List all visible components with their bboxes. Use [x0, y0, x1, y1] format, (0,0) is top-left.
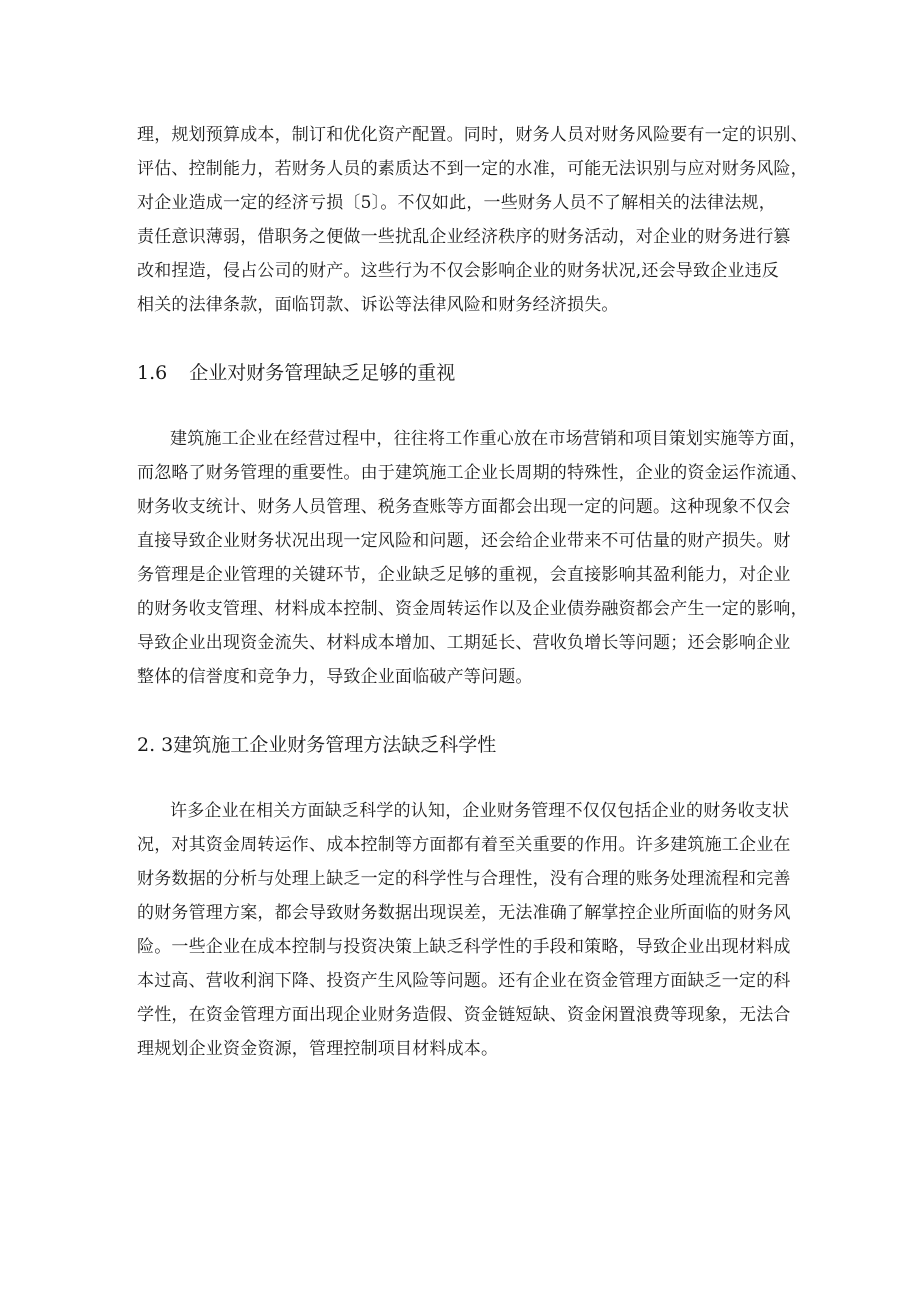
heading-title: 企业对财务管理缺乏足够的重视: [189, 362, 456, 384]
text-line: 理规划企业资金资源，管理控制项目材料成本。: [137, 1039, 499, 1059]
text-line: 导致企业出现资金流失、材料成本增加、工期延长、营收负增长等问题；还会影响企业: [137, 633, 791, 653]
text-line: 建筑施工企业在经营过程中，往往将工作重心放在市场营销和项目策划实施等方面，: [170, 429, 807, 449]
text-line: 务管理是企业管理的关键环节，企业缺乏足够的重视，会直接影响其盈利能力，对企业: [137, 565, 791, 585]
text-line: 而忽略了财务管理的重要性。由于建筑施工企业长周期的特殊性，企业的资金运作流通、: [137, 463, 808, 483]
heading-number: 1.6: [137, 362, 168, 384]
text-line: 对企业造成一定的经济亏损〔5〕。不仅如此，一些财务人员不了解相关的法律法规，: [137, 193, 776, 213]
text-line: 改和捏造，侵占公司的财产。这些行为不仅会影响企业的财务状况,还会导致企业违反: [137, 261, 780, 281]
text-line: 财务数据的分析与处理上缺乏一定的科学性与合理性，没有合理的账务处理流程和完善: [137, 869, 791, 889]
text-line: 财务收支统计、财务人员管理、税务查账等方面都会出现一定的问题。这种现象不仅会: [137, 497, 791, 517]
heading-title: 建筑施工企业财务管理方法缺乏科学性: [173, 734, 497, 756]
text-line: 直接导致企业财务状况出现一定风险和问题，还会给企业带来不可估量的财产损失。财: [137, 531, 791, 551]
text-line: 学性，在资金管理方面出现企业财务造假、资金链短缺、资金闲置浪费等现象，无法合: [137, 1005, 791, 1025]
section-heading-2-3: [137, 732, 496, 758]
section-heading-1-6: [137, 360, 455, 386]
text-line: 评估、控制能力，若财务人员的素质达不到一定的水准，可能无法识别与应对财务风险，: [137, 159, 808, 179]
text-line: 责任意识薄弱，借职务之便做一些扰乱企业经济秩序的财务活动，对企业的财务进行篡: [137, 227, 791, 247]
heading-number: 2. 3: [137, 734, 174, 756]
text-line: 险。一些企业在成本控制与投资决策上缺乏科学性的手段和策略，导致企业出现材料成: [137, 937, 791, 957]
text-line: 理，规划预算成本，制订和优化资产配置。同时，财务人员对财务风险要有一定的识别、: [137, 125, 808, 145]
text-line: 整体的信誉度和竞争力，导致企业面临破产等问题。: [137, 667, 533, 687]
text-line: 相关的法律条款，面临罚款、诉讼等法律风险和财务经济损失。: [137, 295, 619, 315]
text-line: 本过高、营收利润下降、投资产生风险等问题。还有企业在资金管理方面缺乏一定的科: [137, 971, 791, 991]
text-line: 许多企业在相关方面缺乏科学的认知，企业财务管理不仅仅包括企业的财务收支状: [170, 801, 790, 821]
text-line: 的财务收支管理、材料成本控制、资金周转运作以及企业债券融资都会产生一定的影响，: [137, 599, 808, 619]
text-line: 的财务管理方案，都会导致财务数据出现误差，无法准确了解掌控企业所面临的财务风: [137, 903, 791, 923]
text-line: 况，对其资金周转运作、成本控制等方面都有着至关重要的作用。许多建筑施工企业在: [137, 835, 791, 855]
